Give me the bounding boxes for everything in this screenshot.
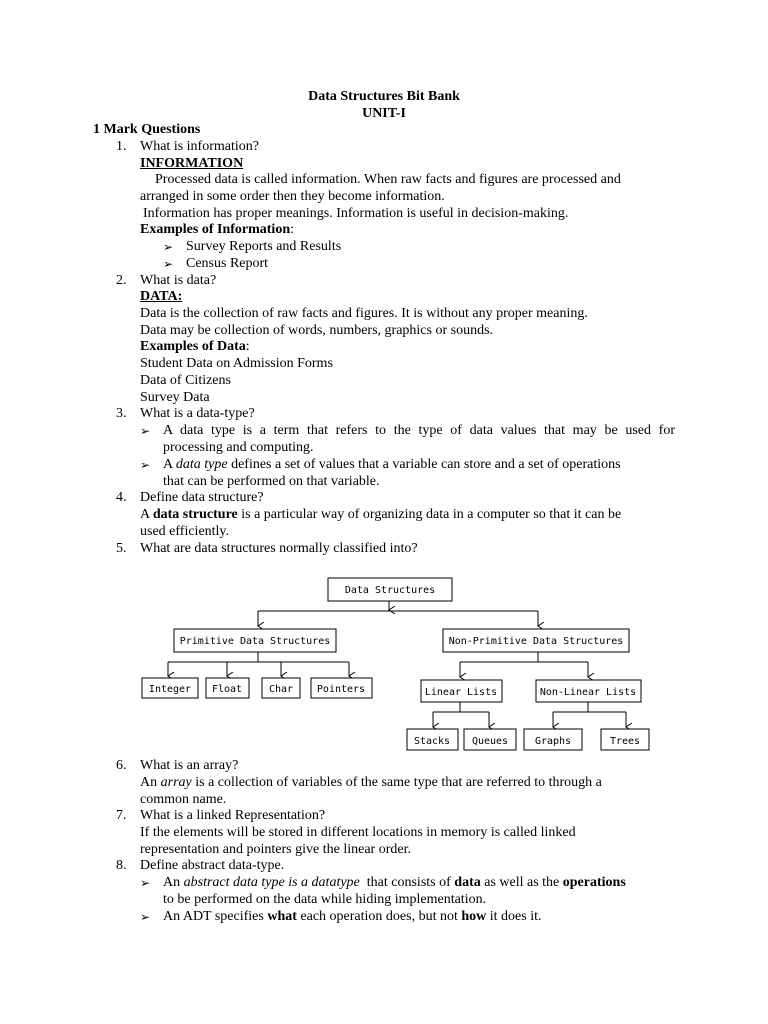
node-queues-label: Queues [471,736,509,747]
question-number: 6. [116,758,127,773]
node-pointers-label: Pointers [316,684,366,695]
unit-heading: UNIT-I [362,106,406,121]
answer-text: An abstract data type is a datatype that consists of data as well as the operations [163,875,626,890]
question-number: 3. [116,406,127,421]
arrow-bullet-icon: ➢ [140,424,151,438]
answer-text: Data is the collection of raw facts and figures. It is without any proper meaning. [140,306,588,321]
node-non-primitive-label: Non-Primitive Data Structures [448,636,624,647]
question-number: 4. [116,490,127,505]
question-text: What is an array? [140,758,239,773]
question-number: 8. [116,858,127,873]
answer-text: that can be performed on that variable. [163,474,380,489]
examples-label: Examples of Data: [140,339,250,354]
answer-text: A data structure is a particular way of organizing data in a computer so that it can be [140,507,622,522]
answer-text: A data type is a term that refers to the type of data values that may be used for [163,423,675,438]
node-linear-label: Linear Lists [424,687,498,698]
arrow-bullet-icon: ➢ [140,876,151,890]
node-non-linear-label: Non-Linear Lists [539,687,637,698]
answer-text: Processed data is called information. When raw facts and figures are processed and [155,172,621,187]
question-text: What is a data-type? [140,406,255,421]
answer-text: representation and pointers give the linear order. [140,842,411,857]
question-text: What is a linked Representation? [140,808,326,823]
question-number: 7. [116,808,127,823]
answer-text: An ADT specifies what each operation does, but not how it does it. [163,909,542,924]
answer-text: Data may be collection of words, numbers, graphics or sounds. [140,323,494,338]
node-trees-label: Trees [609,736,641,747]
answer-text: to be performed on the data while hiding implementation. [163,892,487,907]
answer-text: An array is a collection of variables of the same type that are referred to through a [140,775,602,790]
arrow-bullet-icon: ➢ [163,240,174,254]
list-item: Survey Reports and Results [186,239,342,254]
list-item: Student Data on Admission Forms [140,356,333,371]
node-char-label: Char [268,684,294,695]
list-item: Data of Citizens [140,373,231,388]
question-text: Define data structure? [140,490,264,505]
answer-text: arranged in some order then they become information. [140,189,445,204]
question-text: What is information? [140,139,259,154]
section-heading: 1 Mark Questions [93,122,201,137]
question-number: 5. [116,541,127,556]
question-text: What is data? [140,273,217,288]
answer-text: A data type defines a set of values that a variable can store and a set of operations [163,457,621,472]
document-title: Data Structures Bit Bank [308,89,460,104]
examples-label: Examples of Information: [140,222,295,237]
list-item: Survey Data [140,390,210,405]
list-item: Census Report [186,256,269,271]
answer-text: common name. [140,792,227,807]
arrow-bullet-icon: ➢ [140,910,151,924]
node-root-label: Data Structures [344,585,436,596]
arrow-bullet-icon: ➢ [163,257,174,271]
node-float-label: Float [211,684,243,695]
question-number: 1. [116,139,127,154]
question-text: What are data structures normally classified into? [140,541,418,556]
node-stacks-label: Stacks [413,736,451,747]
question-text: Define abstract data-type. [140,858,285,873]
answer-text: If the elements will be stored in different locations in memory is called linked [140,825,576,840]
answer-text: used efficiently. [140,524,230,539]
node-integer-label: Integer [148,684,192,695]
information-heading: INFORMATION [140,156,244,171]
answer-text: Information has proper meanings. Information is useful in decision-making. [143,206,569,221]
node-primitive-label: Primitive Data Structures [179,636,331,647]
answer-text: processing and computing. [163,440,314,455]
question-number: 2. [116,273,127,288]
node-graphs-label: Graphs [534,736,572,747]
data-heading: DATA: [140,289,183,304]
arrow-bullet-icon: ➢ [140,458,151,472]
